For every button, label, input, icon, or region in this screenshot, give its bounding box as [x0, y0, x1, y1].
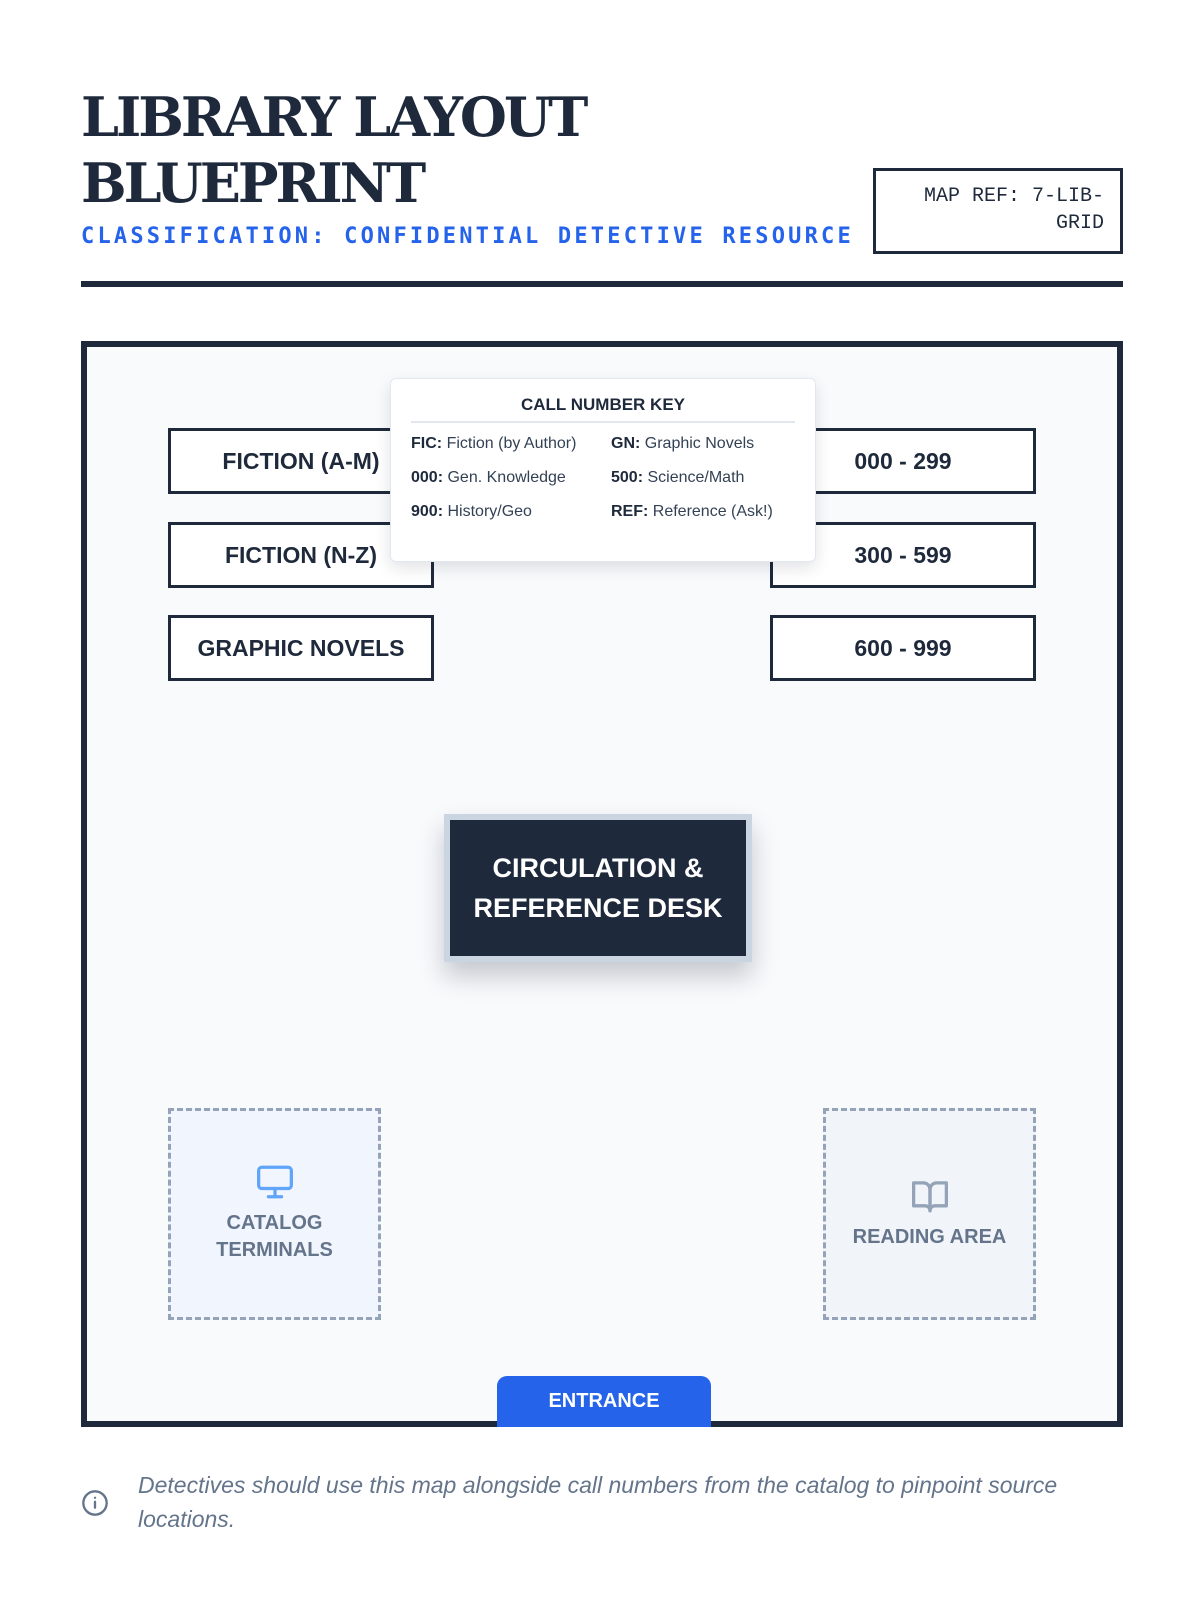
shelf-000-299[interactable]: 000 - 299	[770, 428, 1036, 494]
shelf-fiction-n-z[interactable]: FICTION (N-Z)	[168, 522, 434, 588]
shelf-300-599[interactable]: 300 - 599	[770, 522, 1036, 588]
shelf-graphic-novels[interactable]: GRAPHIC NOVELS	[168, 615, 434, 681]
entrance-marker[interactable]: ENTRANCE	[497, 1376, 711, 1427]
map-ref-box: MAP REF: 7-LIB-GRID	[873, 168, 1123, 254]
open-book-icon	[910, 1178, 950, 1214]
legend-code: 900:	[411, 503, 444, 520]
classification-label: CLASSIFICATION: CONFIDENTIAL DETECTIVE RESOURCE	[81, 224, 854, 249]
desk-label: CIRCULATION & REFERENCE DESK	[473, 853, 723, 923]
monitor-icon	[255, 1164, 295, 1200]
legend-item	[411, 469, 611, 487]
info-icon	[81, 1489, 109, 1517]
shelf-fiction-a-m[interactable]: FICTION (A-M)	[168, 428, 434, 494]
legend-item	[411, 435, 611, 453]
footer-note: Detectives should use this map alongside call numbers from the catalog to pinpoint source locations.	[138, 1472, 1058, 1532]
legend-item	[611, 435, 801, 453]
legend-code: GN:	[611, 435, 641, 452]
shelf-600-999[interactable]: 600 - 999	[770, 615, 1036, 681]
circulation-desk[interactable]	[444, 814, 752, 962]
legend-desc: Fiction (by Author)	[446, 435, 577, 452]
legend-item	[411, 503, 611, 521]
legend-item	[611, 469, 801, 487]
legend-desc: History/Geo	[447, 503, 532, 520]
legend-desc: Science/Math	[647, 469, 745, 486]
legend-desc: Gen. Knowledge	[447, 469, 566, 486]
reading-area-zone[interactable]	[823, 1108, 1036, 1320]
legend-item	[611, 503, 801, 521]
catalog-terminals-label: CATALOG TERMINALS	[216, 1212, 333, 1261]
catalog-terminals-zone[interactable]	[168, 1108, 381, 1320]
legend-code: FIC:	[411, 435, 443, 452]
reading-area-label: READING AREA	[852, 1225, 1007, 1248]
legend-title: CALL NUMBER KEY	[411, 395, 795, 423]
legend-desc: Graphic Novels	[644, 435, 755, 452]
legend-code: REF:	[611, 503, 649, 520]
page-title: LIBRARY LAYOUT BLUEPRINT	[81, 85, 586, 215]
call-number-key	[390, 378, 816, 562]
legend-grid	[411, 435, 795, 521]
legend-desc: Reference (Ask!)	[652, 503, 773, 520]
header-divider	[81, 281, 1123, 287]
legend-code: 000:	[411, 469, 444, 486]
legend-code: 500:	[611, 469, 644, 486]
floor-plan	[81, 341, 1123, 1427]
